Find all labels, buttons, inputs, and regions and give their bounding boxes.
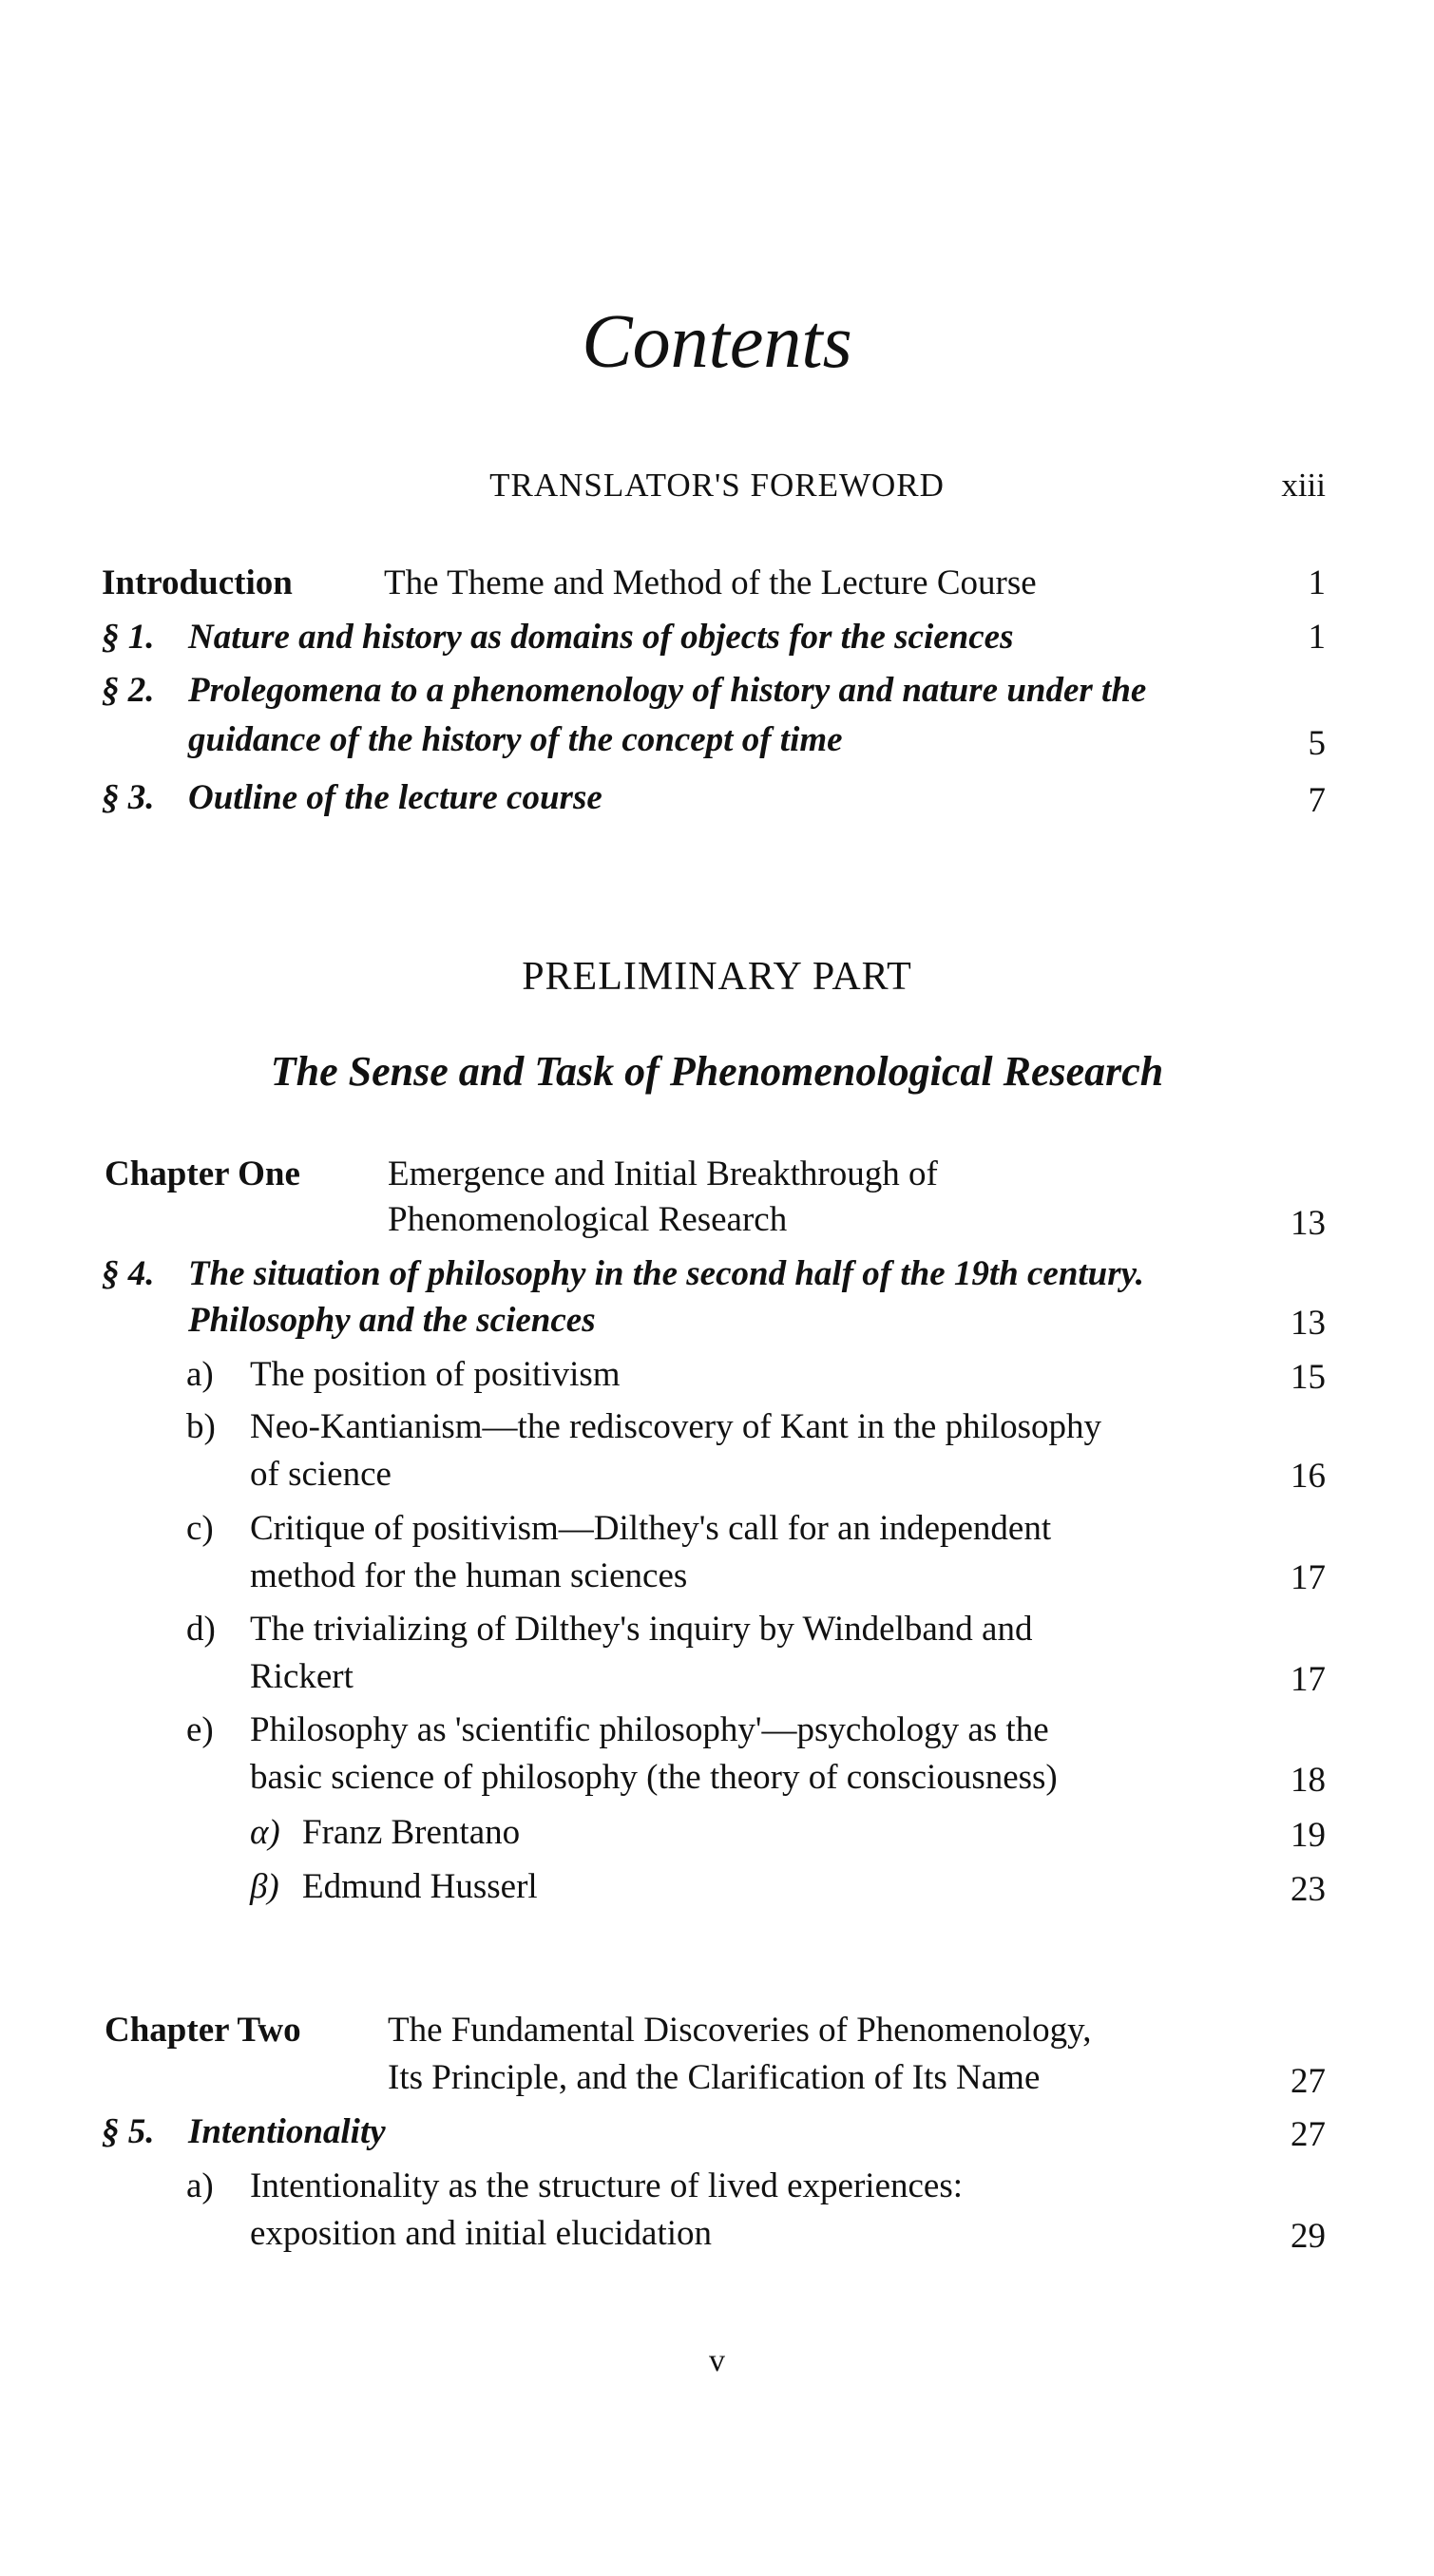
page-folio: v <box>709 2343 725 2378</box>
section-page: 1 <box>1308 618 1326 657</box>
section-number: § 3. <box>102 778 155 817</box>
section-title: The situation of philosophy in the second half of the 19th century. <box>188 1254 1144 1293</box>
chapter-page: 13 <box>1291 1204 1326 1243</box>
item-letter: d) <box>186 1610 216 1649</box>
item-letter: c) <box>186 1509 214 1548</box>
subitem-title: Edmund Husserl <box>302 1867 538 1906</box>
section-page: 13 <box>1291 1304 1326 1343</box>
item-title: Intentionality as the structure of lived experiences: <box>250 2166 964 2205</box>
item-page: 29 <box>1291 2217 1326 2256</box>
item-letter: b) <box>186 1407 216 1446</box>
chapter-title-continued: Its Principle, and the Clarification of Its Name <box>388 2058 1041 2097</box>
item-title: The trivializing of Dilthey's inquiry by Windelband and <box>250 1610 1033 1649</box>
item-page: 17 <box>1291 1660 1326 1699</box>
introduction-title: The Theme and Method of the Lecture Course <box>384 563 1037 602</box>
section-title: Intentionality <box>188 2112 386 2151</box>
subitem-page: 23 <box>1291 1870 1326 1909</box>
section-number: § 4. <box>102 1254 155 1293</box>
item-letter: e) <box>186 1710 214 1749</box>
item-letter: a) <box>186 1355 214 1394</box>
item-title: Philosophy as 'scientific philosophy'—psychology as the <box>250 1710 1049 1749</box>
item-page: 17 <box>1291 1558 1326 1597</box>
item-title-continued: exposition and initial elucidation <box>250 2214 713 2253</box>
section-title-continued: Philosophy and the sciences <box>188 1301 596 1340</box>
chapter-label: Chapter Two <box>105 2011 301 2050</box>
part-subtitle: The Sense and Task of Phenomenological Research <box>270 1048 1164 1095</box>
chapter-title-continued: Phenomenological Research <box>388 1200 788 1239</box>
subitem-letter: β) <box>250 1867 279 1906</box>
item-title-continued: basic science of philosophy (the theory of consciousness) <box>250 1758 1058 1797</box>
item-title: Critique of positivism—Dilthey's call for an independent <box>250 1509 1052 1548</box>
subitem-letter: α) <box>250 1813 280 1852</box>
item-page: 15 <box>1291 1358 1326 1397</box>
section-number: § 2. <box>102 671 155 710</box>
section-title: Nature and history as domains of objects for the sciences <box>188 618 1014 657</box>
section-page: 5 <box>1308 724 1326 763</box>
section-number: § 1. <box>102 618 155 657</box>
item-page: 18 <box>1291 1761 1326 1800</box>
item-title-continued: Rickert <box>250 1657 354 1696</box>
item-title: The position of positivism <box>250 1355 621 1394</box>
chapter-title: The Fundamental Discoveries of Phenomenology, <box>388 2011 1092 2050</box>
chapter-label: Chapter One <box>105 1154 300 1193</box>
section-page: 27 <box>1291 2115 1326 2154</box>
item-page: 16 <box>1291 1457 1326 1496</box>
section-title: Prolegomena to a phenomenology of history and nature under the <box>188 671 1147 710</box>
item-title: Neo-Kantianism—the rediscovery of Kant in the philosophy <box>250 1407 1102 1446</box>
section-number: § 5. <box>102 2112 155 2151</box>
introduction-label: Introduction <box>102 563 293 602</box>
subitem-page: 19 <box>1291 1816 1326 1855</box>
item-letter: a) <box>186 2166 214 2205</box>
section-page: 7 <box>1308 781 1326 820</box>
item-title-continued: method for the human sciences <box>250 1556 688 1595</box>
section-title-continued: guidance of the history of the concept of time <box>188 720 843 759</box>
chapter-page: 27 <box>1291 2062 1326 2101</box>
foreword-page: xiii <box>1281 467 1326 504</box>
chapter-title: Emergence and Initial Breakthrough of <box>388 1154 938 1193</box>
page-title: Contents <box>582 300 852 384</box>
introduction-page: 1 <box>1308 563 1326 602</box>
subitem-title: Franz Brentano <box>302 1813 521 1852</box>
section-title: Outline of the lecture course <box>188 778 602 817</box>
item-title-continued: of science <box>250 1455 392 1494</box>
part-heading: PRELIMINARY PART <box>522 955 912 999</box>
foreword-entry: TRANSLATOR'S FOREWORD <box>489 467 945 504</box>
